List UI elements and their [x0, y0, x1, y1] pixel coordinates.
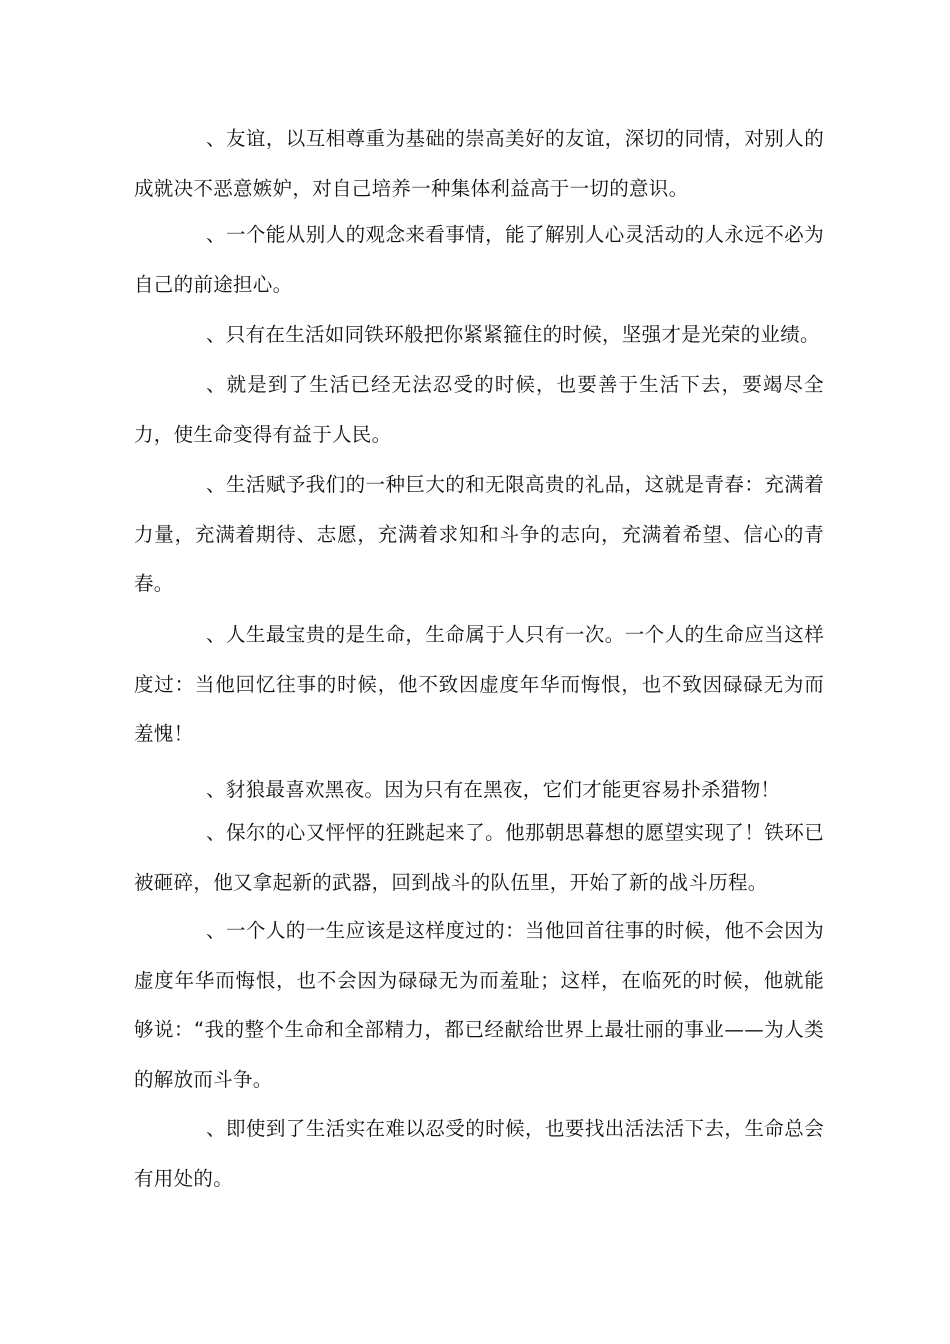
paragraph-4: 、就是到了生活已经无法忍受的时候，也要善于生活下去，要竭尽全力，使生命变得有益于人民。: [134, 373, 824, 446]
paragraph-3: 、只有在生活如同铁环般把你紧紧箍住的时候，坚强才是光荣的业绩。: [206, 323, 820, 346]
paragraph-5: 、生活赋予我们的一种巨大的和无限高贵的礼品，这就是青春：充满着力量，充满着期待、志愿，充满着求知和斗争的志向，充满着希望、信心的青春。: [134, 473, 824, 595]
paragraph-10: 、即使到了生活实在难以忍受的时候，也要找出活法活下去，生命总会有用处的。: [134, 1117, 824, 1190]
paragraph-9: 、一个人的一生应该是这样度过的：当他回首往事的时候，他不会因为虚度年华而悔恨，也不会因为碌碌无为而羞耻；这样，在临死的时候，他就能够说：“我的整个生命和全部精力，都已经献给世界上最壮丽的事业——为人类的解放而斗争。: [134, 919, 824, 1091]
paragraph-2: 、一个能从别人的观念来看事情，能了解别人心灵活动的人永远不必为自己的前途担心。: [134, 223, 824, 296]
paragraph-6: 、人生最宝贵的是生命，生命属于人只有一次。一个人的生命应当这样度过：当他回忆往事的时候，他不致因虚度年华而悔恨，也不致因碌碌无为而羞愧！: [134, 623, 824, 745]
paragraph-7: 、豺狼最喜欢黑夜。因为只有在黑夜，它们才能更容易扑杀猎物！: [206, 778, 781, 801]
paragraph-1: 、友谊，以互相尊重为基础的崇高美好的友谊，深切的同情，对别人的成就决不恶意嫉妒，对自己培养一种集体利益高于一切的意识。: [134, 127, 824, 200]
paragraph-8: 、保尔的心又怦怦的狂跳起来了。他那朝思暮想的愿望实现了！铁环已被砸碎，他又拿起新的武器，回到战斗的队伍里，开始了新的战斗历程。: [134, 821, 824, 894]
